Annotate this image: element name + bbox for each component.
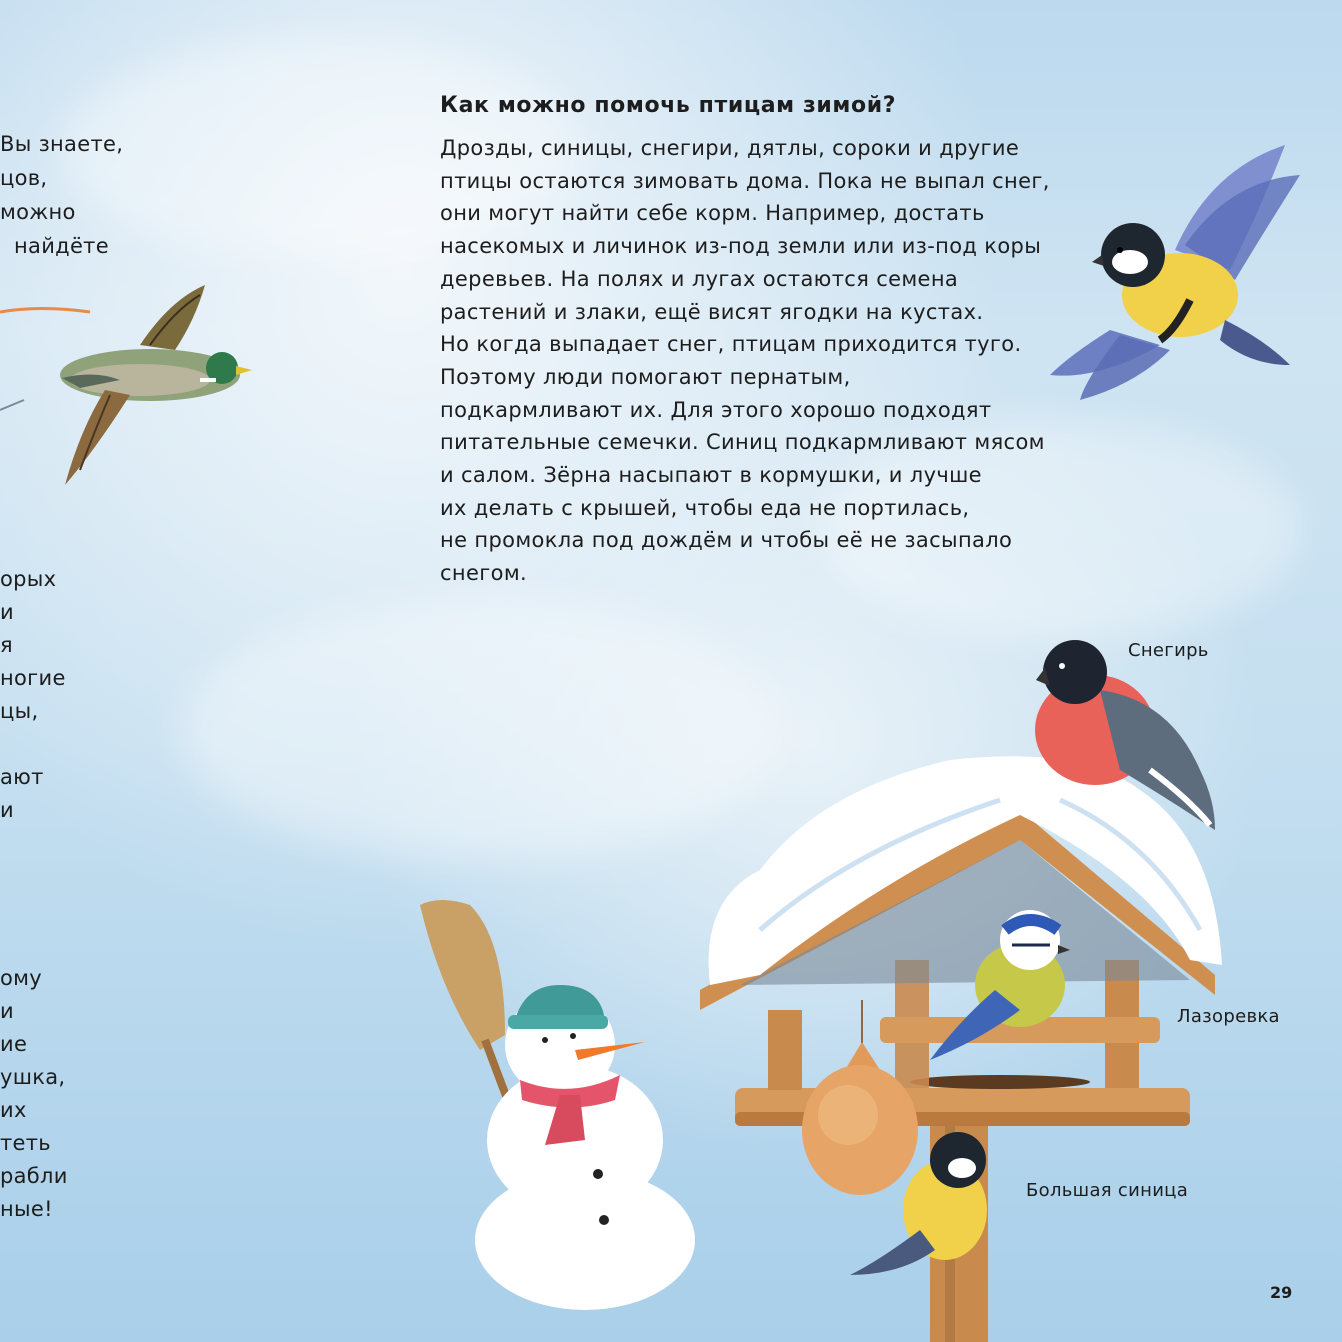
paragraph-line: насекомых и личинок из-под земли или из-под коры [440, 234, 1042, 259]
left-fragment-line: рабли [0, 1164, 68, 1188]
left-fragment-line: можно [0, 200, 76, 224]
paragraph-line: их делать с крышей, чтобы еда не портилась, [440, 495, 970, 520]
left-fragment-line: и [0, 600, 14, 624]
page-number: 29 [1270, 1283, 1293, 1302]
left-fragment-line: найдёте [14, 234, 109, 258]
left-fragment-line: орых [0, 567, 57, 591]
left-fragment-line: ие [0, 1032, 28, 1056]
left-fragment-line: ому [0, 966, 43, 990]
left-fragment-line: и [0, 798, 14, 822]
body-paragraph [440, 132, 1080, 590]
label-great-tit: Большая синица [1026, 1180, 1189, 1201]
paragraph-line: деревьев. На полях и лугах остаются семена [440, 266, 959, 291]
left-fragment-line: ногие [0, 666, 66, 690]
paragraph-line: и салом. Зёрна насыпают в кормушки, и лучше [440, 463, 982, 488]
left-fragment-line: я [0, 633, 13, 657]
left-fragment-line: цы, [0, 699, 39, 723]
left-fragment-line: их [0, 1098, 27, 1122]
left-page-fragments [0, 0, 140, 1342]
paragraph-line: подкармливают их. Для этого хорошо подходят [440, 397, 992, 422]
paragraph-line: растений и злаки, ещё висят ягодки на кустах. [440, 299, 984, 324]
left-fragment-line: цов, [0, 166, 48, 190]
label-bullfinch: Снегирь [1128, 640, 1209, 661]
great-tit-flying-illustration [1050, 145, 1300, 400]
paragraph-line: Дрозды, синицы, снегири, дятлы, сороки и другие [440, 136, 1020, 160]
paragraph-line: они могут найти себе корм. Например, достать [440, 201, 985, 226]
left-fragment-line: ушка, [0, 1065, 66, 1089]
left-fragment-line: Вы знаете, [0, 132, 124, 156]
paragraph-line: Поэтому люди помогают пернатым, [440, 364, 851, 389]
label-blue-tit: Лазоревка [1177, 1006, 1280, 1027]
paragraph-line: птицы остаются зимовать дома. Пока не выпал снег, [440, 168, 1050, 193]
paragraph-line: питательные семечки. Синиц подкармливают мясом [440, 430, 1045, 455]
paragraph-line: не промокла под дождём и чтобы её не засыпало [440, 528, 1013, 553]
snowman-illustration [420, 900, 695, 1310]
paragraph-line: снегом. [440, 561, 528, 586]
left-fragment-line: ают [0, 765, 44, 789]
left-fragment-line: теть [0, 1131, 51, 1155]
section-heading: Как можно помочь птицам зимой? [440, 93, 897, 118]
paragraph-line: Но когда выпадает снег, птицам приходится туго. [440, 332, 1022, 357]
left-fragment-line: ные! [0, 1197, 53, 1221]
left-fragment-line: и [0, 999, 14, 1023]
